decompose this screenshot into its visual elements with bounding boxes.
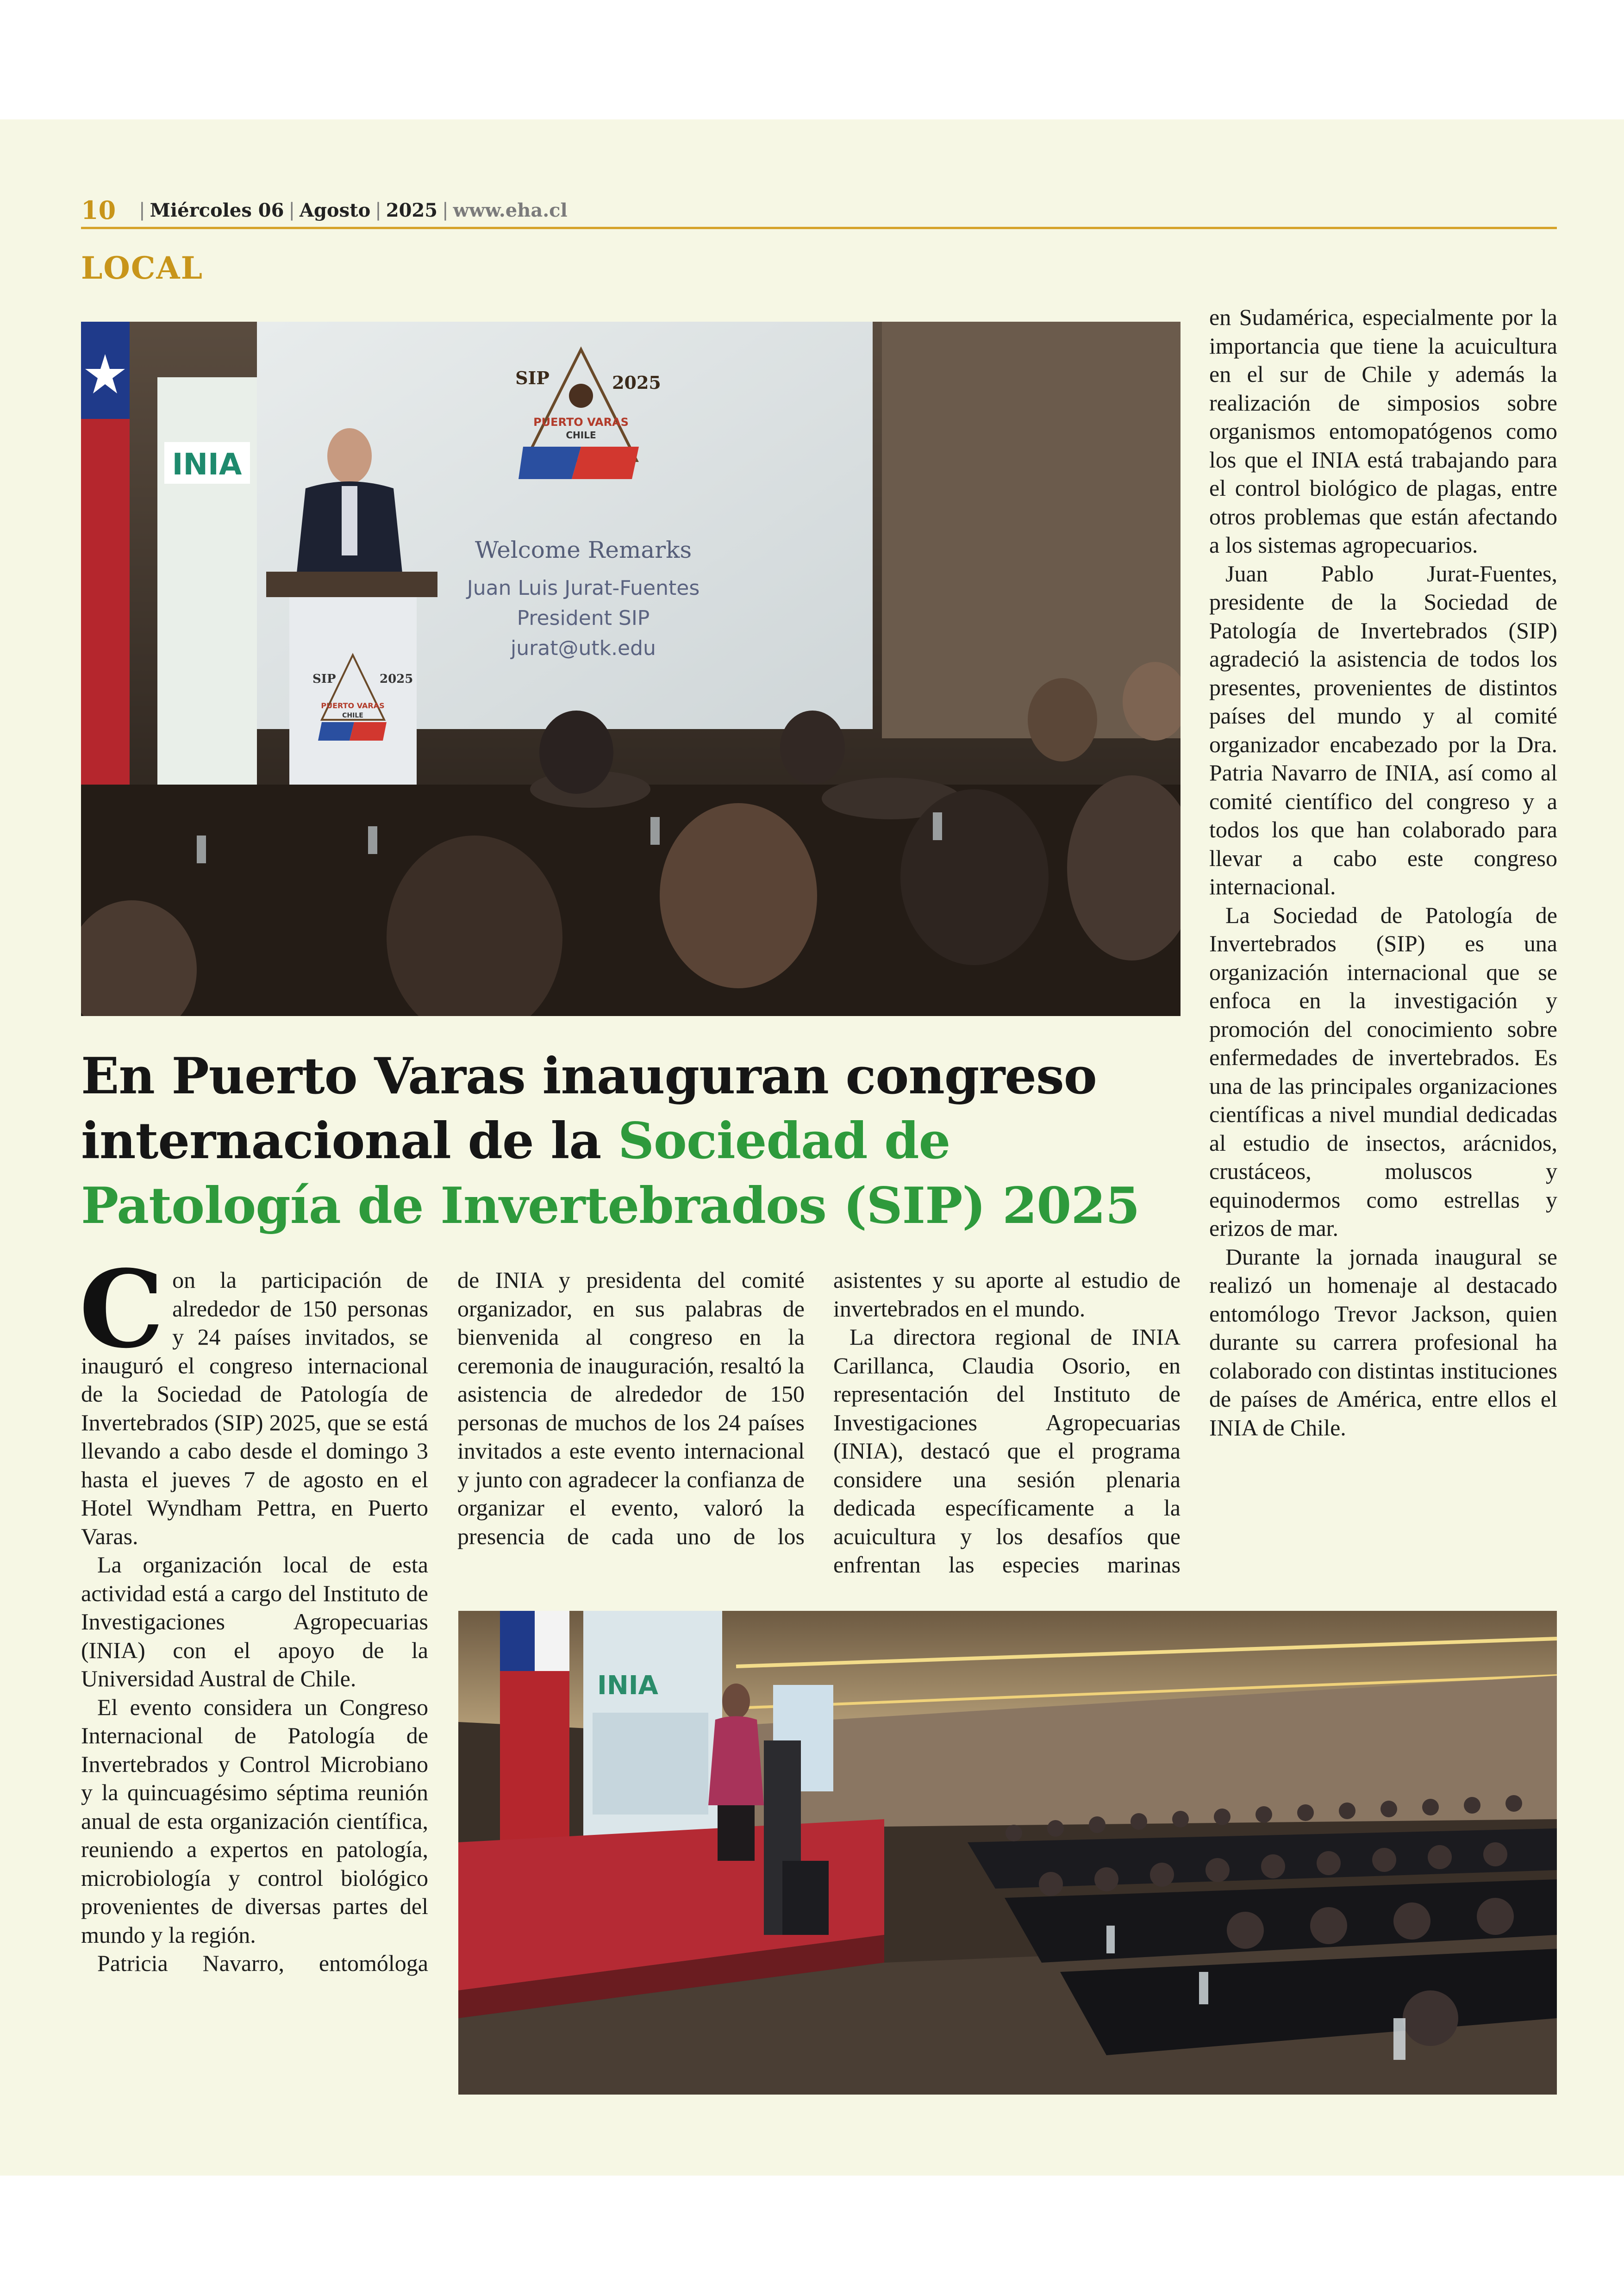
article-column-3 <box>833 1266 1181 1579</box>
podium-logo-right: 2025 <box>380 672 413 686</box>
slide-speaker-role: President SIP <box>517 606 650 630</box>
article-paragraph-4-start: Patricia Navarro, entomóloga <box>97 1950 428 1976</box>
article-paragraph-6: Juan Pablo Jurat-Fuentes, presidente de la Sociedad de Patología de Invertebrados (SIP) agradeció la asistencia de todos los presentes, provenientes de distintos países del mundo y al comité organizador encabezado por la Dra. Patria Navarro de INIA, así como al comité científico del congreso y a todos los que han colaborado para llevar a cabo este congreso internacional. <box>1209 560 1557 899</box>
drop-cap: C <box>79 1247 164 1372</box>
article-paragraph-3: El evento considera un Congreso Internacional de Patología de Invertebrados y Control Microbiano y la quincuagésimo séptima reunión anual de esta organización científica, reuniendo a expertos en patología, microbiología y control biológico provenientes de diversas partes del mundo y la región. <box>81 1694 428 1948</box>
page-number: 10 <box>81 195 116 225</box>
slide-logo-country: CHILE <box>566 430 596 441</box>
slide-logo-place: PUERTO VARAS <box>533 416 629 429</box>
screen-inia-logo: INIA <box>597 1671 658 1701</box>
slide-title: Welcome Remarks <box>475 536 692 563</box>
article-column-1 <box>79 1247 428 1978</box>
slide-logo-right: 2025 <box>612 372 661 393</box>
article-paragraph-1: Con la participación de alrededor de 150 personas y 24 países invitados, se inauguró el congreso internacional de la Sociedad de Patología de Invertebrados (SIP) 2025, que se está llevando a cabo desde el domingo 3 hasta el jueves 7 de agosto en el Hotel Wyndham Pettra, en Puerto Varas. <box>79 1247 428 1549</box>
article-paragraph-7: La Sociedad de Patología de Invertebrados (SIP) es una organización internacional que se enfoca en la investigación y promoción del conocimiento sobre enfermedades de invertebrados. Es una de las principales organizaciones científicas a nivel mundial dedicadas al estudio de insectos, arácnidos, crustáceos, moluscos y equinodermos como estrellas y erizos de mar. <box>1209 902 1557 1241</box>
banner-inia-logo: INIA <box>172 448 242 482</box>
podium-logo-country: CHILE <box>342 712 363 719</box>
section-label: LOCAL <box>81 250 204 286</box>
article-column-2 <box>457 1266 805 1551</box>
issue-day: Miércoles 06 <box>150 199 284 221</box>
issue-year: 2025 <box>386 199 438 221</box>
website: www.eha.cl <box>453 199 568 221</box>
article-paragraph-4-end: asistentes y su aporte al estudio de invertebrados en el mundo. <box>833 1267 1181 1322</box>
article-paragraph-2: La organización local de esta actividad está a cargo del Instituto de Investigaciones Agropecuarias (INIA) con el apoyo de la Universidad Austral de Chile. <box>81 1552 428 1691</box>
slide-speaker-email: jurat@utk.edu <box>511 636 656 660</box>
conference-hall-photo <box>458 1611 1557 2095</box>
slide-speaker-name: Juan Luis Jurat-Fuentes <box>467 576 700 600</box>
issue-month: Agosto <box>299 199 371 221</box>
article-paragraph-5: La directora regional de INIA Carillanca, Claudia Osorio, en representación del Instituto de Investigaciones Agropecuarias (INIA), destacó que el programa considere una sesión plenaria dedicada específicamente a la acuicultura y los desafíos que enfrentan las especies marinas <box>833 1324 1181 1578</box>
slide-logo-left: SIP <box>515 368 550 388</box>
article-paragraph-8: Durante la jornada inaugural se realizó un homenaje al destacado entomólogo Trevor Jackson, quien durante su carrera profesional ha colaborado con distintas instituciones de países de América, entre ellos el INIA de Chile. <box>1209 1243 1557 1441</box>
article-paragraph-5-continued: en Sudamérica, especialmente por la importancia que tiene la acuicultura en el sur de Chile y además la realización de simposios sobre organismos entomopatógenos como los que el INIA está trabajando para el control biológico de plagas, entre otros problemas que están afectando a los sistemas agropecuarios. <box>1209 304 1557 558</box>
header-rule <box>81 227 1557 229</box>
article-column-4 <box>1209 303 1557 1442</box>
headline-part-2: Sociedad de Patología de Invertebrados (SIP) 2025 <box>81 1112 1140 1235</box>
headline <box>81 1044 1187 1238</box>
article-paragraph-4-continued: de INIA y presidenta del comité organizador, en sus palabras de bienvenida al congreso en la ceremonia de inauguración, resaltó la asistencia de alrededor de 150 personas de muchos de los 24 países invitados a este evento internacional y junto con agradecer la confianza de organizar el evento, valoró la presencia de cada uno de los <box>457 1267 805 1549</box>
headline-part-1: En Puerto Varas inauguran congreso internacional de la <box>81 1047 1097 1170</box>
speaker-photo <box>81 322 1181 1016</box>
podium-logo-left: SIP <box>312 672 336 686</box>
podium-logo-place: PUERTO VARAS <box>321 701 385 710</box>
page-header: 10 | Miércoles 06 | Agosto | 2025 | www.eha.cl <box>81 195 568 225</box>
